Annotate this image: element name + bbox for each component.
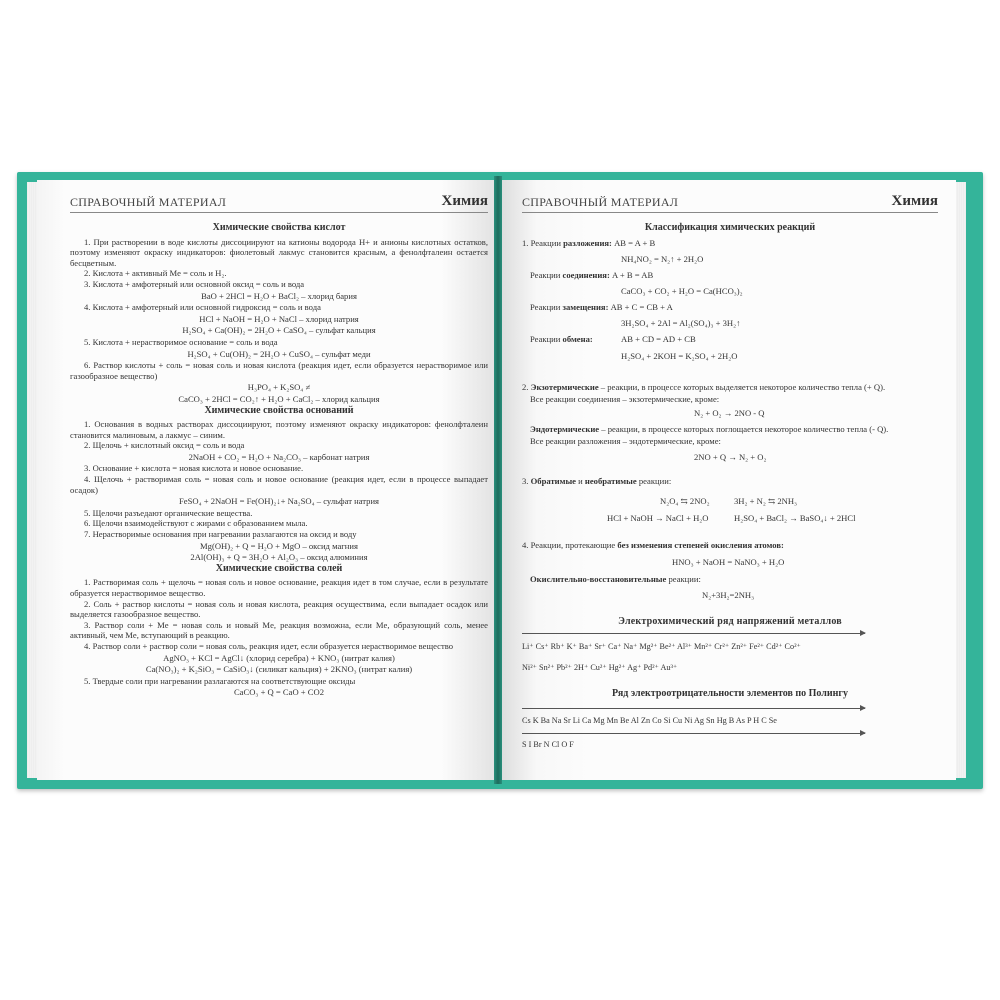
acids-equation: H₃PO₄ + K₂SO₄ ≠ [247, 382, 311, 393]
classification-title: Классификация химических реакций [644, 222, 816, 233]
header-label: СПРАВОЧНЫЙ МАТЕРИАЛ [522, 195, 679, 209]
page-edge-left [27, 182, 37, 778]
exothermic-equation: N₂ + O₂ → 2NO - Q [694, 408, 765, 418]
irreversible-equation: HCl + NaOH → NaCl + H₂O [607, 513, 709, 523]
salts-item: 4. Раствор соли + раствор соли = новая соль, реакция идет, если образуется нерастворимое вещество [84, 640, 454, 651]
acids-item: 2. Кислота + активный Me = соль и H₂. [84, 268, 227, 279]
endothermic-equation: 2NO + Q → N₂ + O₂ [694, 452, 767, 462]
combination-equation: CaCO₃ + CO₂ + H₂O = Ca(HCO₃)₂ [621, 286, 743, 296]
left-page-content [70, 222, 488, 699]
redox-equation: N₂+3H₂=2NH₃ [702, 590, 755, 600]
reaction-type-decomposition: 1. Реакции разложения: AB = A + B [522, 238, 656, 248]
substitution-equation: 3H₂SO₄ + 2Al = Al₂(SO₄)₃ + 3H₂↑ [621, 318, 741, 328]
bases-item: 2. Щелочь + кислотный оксид = соль и вода [84, 440, 245, 451]
exchange-formula: AB + CD = AD + CB [621, 334, 696, 344]
salts-title: Химические свойства солей [215, 562, 343, 574]
acids-equation: HCl + NaOH = H₂O + NaCl – хлорид натрия [199, 313, 359, 324]
bases-equation: 2NaOH + CO₂ = H₂O + Na₂CO₃ – карбонат натрия [188, 451, 370, 462]
reaction-type-exchange: Реакции обмена: [530, 334, 593, 344]
exothermic-note: Все реакции соединения – экзотермические, кроме: [530, 394, 720, 404]
acids-item: 6. Раствор кислоты + соль = новая соль и новая кислота (реакция идет, если образуется нерастворимое или газообразное вещество) [70, 360, 488, 381]
oxidation-equation: HNO₃ + NaOH = NaNO₃ + H₂O [672, 557, 785, 567]
exothermic-definition: 2. Экзотермические – реакции, в процессе которых выделяется некоторое количество тепла (+ Q). [522, 382, 886, 392]
salts-item: 1. Растворимая соль + щелочь = новая соль и новое основание, реакция идет в том случае, если в результате образуется нерастворимое вещество. [70, 577, 488, 598]
salts-equation: AgNO₃ + KCl = AgCl↓ (хлорид серебра) + KNO₃ (нитрат калия) [163, 652, 395, 663]
pauling-series-row: S I Br N Cl O F [522, 740, 574, 749]
bases-item: 1. Основания в водных растворах диссоциируют, поэтому изменяют окраску индикаторов: фенолфталеин становится малиновым, а лакмус – синим. [70, 419, 488, 440]
endothermic-definition: Эндотермические – реакции, в процессе которых поглощается некоторое количество тепла (- Q). [530, 424, 889, 434]
reversible-equation: 3H₂ + N₂ ⇆ 2NH₃ [734, 496, 798, 506]
electrochemical-series-row: Ni²⁺ Sn²⁺ Pb²⁺ 2H⁺ Cu²⁺ Hg²⁺ Ag⁺ Pd²⁺ Au³⁺ [522, 663, 678, 672]
salts-item: 5. Твердые соли при нагревании разлагаются на соответствующие оксиды [84, 675, 356, 686]
pauling-series-row: Cs K Ba Na Sr Li Ca Mg Mn Be Al Zn Co Si Cu Ni Ag Sn Hg B As P H C Se [522, 716, 777, 725]
reversible-heading: 3. Обратимые и необратимые реакции: [522, 476, 672, 486]
electrochemical-series-row: Li⁺ Cs⁺ Rb⁺ K⁺ Ba⁺ Sr⁺ Ca⁺ Na⁺ Mg²⁺ Be²⁺ Al³⁺ Mn²⁺ Cr²⁺ Zn²⁺ Fe²⁺ Cd²⁺ Co²⁺ [522, 642, 801, 651]
series-arrow [522, 708, 865, 709]
salts-equation: Ca(NO₃)₂ + K₂SiO₃ = CaSiO₃↓ (силикат кальция) + 2KNO₃ (нитрат калия) [145, 664, 413, 675]
series-arrow [522, 633, 865, 634]
exchange-equation: H₂SO₄ + 2KOH = K₂SO₄ + 2H₂O [621, 351, 738, 361]
bases-item: 4. Щелочь + растворимая соль = новая соль и новое основание (реакция идет, если в процессе выпадает осадок) [70, 474, 488, 495]
acids-title: Химические свойства кислот [212, 222, 346, 233]
header-rule [70, 212, 488, 213]
electrochemical-series-title: Электрохимический ряд напряжений металлов [618, 616, 842, 627]
salts-item: 3. Раствор соли + Me = новая соль и новый Me, реакция возможна, если Me, образующий соль, менее активный, чем Me, вступающий в реакцию. [70, 619, 488, 641]
pauling-series-title: Ряд электроотрицательности элементов по Полингу [612, 688, 848, 699]
bases-equation: Mg(OH)₂ + Q = H₂O + MgO – оксид магния [200, 540, 358, 551]
header-subject: Химия [441, 193, 488, 209]
header-label: СПРАВОЧНЫЙ МАТЕРИАЛ [70, 195, 227, 209]
acids-equation: H₂SO₄ + Ca(OH)₂ = 2H₂O + CaSO₄ – сульфат кальция [182, 325, 376, 336]
acids-item: 4. Кислота + амфотерный или основной гидроксид = соль и вода [84, 302, 321, 313]
irreversible-equation: H₂SO₄ + BaCl₂ → BaSO₄↓ + 2HCl [734, 513, 856, 523]
bases-item: 6. Щелочи взаимодействуют с жирами с образованием мыла. [84, 518, 308, 529]
bases-item: 7. Нерастворимые основания при нагревании разлагаются на оксид и воду [84, 529, 357, 540]
bases-equation: FeSO₄ + 2NaOH = Fe(OH)₂↓+ Na₂SO₄ – сульфат натрия [179, 496, 379, 507]
oxidation-heading: 4. Реакции, протекающие без изменения степеней окисления атомов: [522, 540, 784, 550]
acids-equation: H₂SO₄ + Cu(OH)₂ = 2H₂O + CuSO₄ – сульфат меди [187, 348, 371, 359]
reaction-type-combination: Реакции соединения: A + B = AB [530, 270, 654, 280]
bases-item: 5. Щелочи разъедают органические вещества. [84, 507, 253, 518]
acids-equation: BaO + 2HCl = H₂O + BaCl₂ – хлорид бария [201, 290, 357, 301]
acids-equation: CaCO₃ + 2HCl = CO₂↑ + H₂O + CaCl₂ – хлорид кальция [178, 393, 380, 404]
bases-equation: 2Al(OH)₃ + Q = 3H₂O + Al₂O₃ – оксид алюминия [190, 552, 368, 563]
book-spine [494, 176, 502, 784]
decomposition-equation: NH₄NO₂ = N₂↑ + 2H₂O [621, 254, 704, 264]
series-arrow [522, 733, 865, 734]
acids-item: 5. Кислота + нерастворимое основание = соль и вода [84, 336, 278, 347]
redox-heading: Окислительно-восстановительные реакции: [530, 574, 701, 584]
header-rule [522, 212, 938, 213]
right-page-header [522, 193, 938, 213]
page-edge-right [956, 182, 966, 778]
reaction-type-substitution: Реакции замещения: AB + C = CB + A [530, 302, 673, 312]
left-page-header [70, 193, 488, 213]
acids-item: 3. Кислота + амфотерный или основной оксид = соль и вода [84, 278, 305, 289]
salts-equation: CaCO₃ + Q = CaO + CO2 [233, 687, 325, 698]
acids-item: 1. При растворении в воде кислоты диссоциируют на катионы водорода H+ и анионы кислотных остатков, поэтому изменяют окраску индикаторов: фиолетовый лакмус становится красным, а фенолфталеин остается бесцветным. [70, 236, 488, 268]
header-subject: Химия [891, 193, 938, 209]
salts-item: 2. Соль + раствор кислоты = новая соль и новая кислота, реакция осуществима, если выпадает осадок или выделяется газообразное вещество. [70, 598, 488, 620]
reversible-equation: N₂O₄ ⇆ 2NO₂ [660, 496, 710, 506]
bases-item: 3. Основание + кислота = новая кислота и новое основание. [84, 463, 304, 474]
endothermic-note: Все реакции разложения – эндотермические, кроме: [530, 436, 721, 446]
bases-title: Химические свойства оснований [204, 404, 354, 416]
